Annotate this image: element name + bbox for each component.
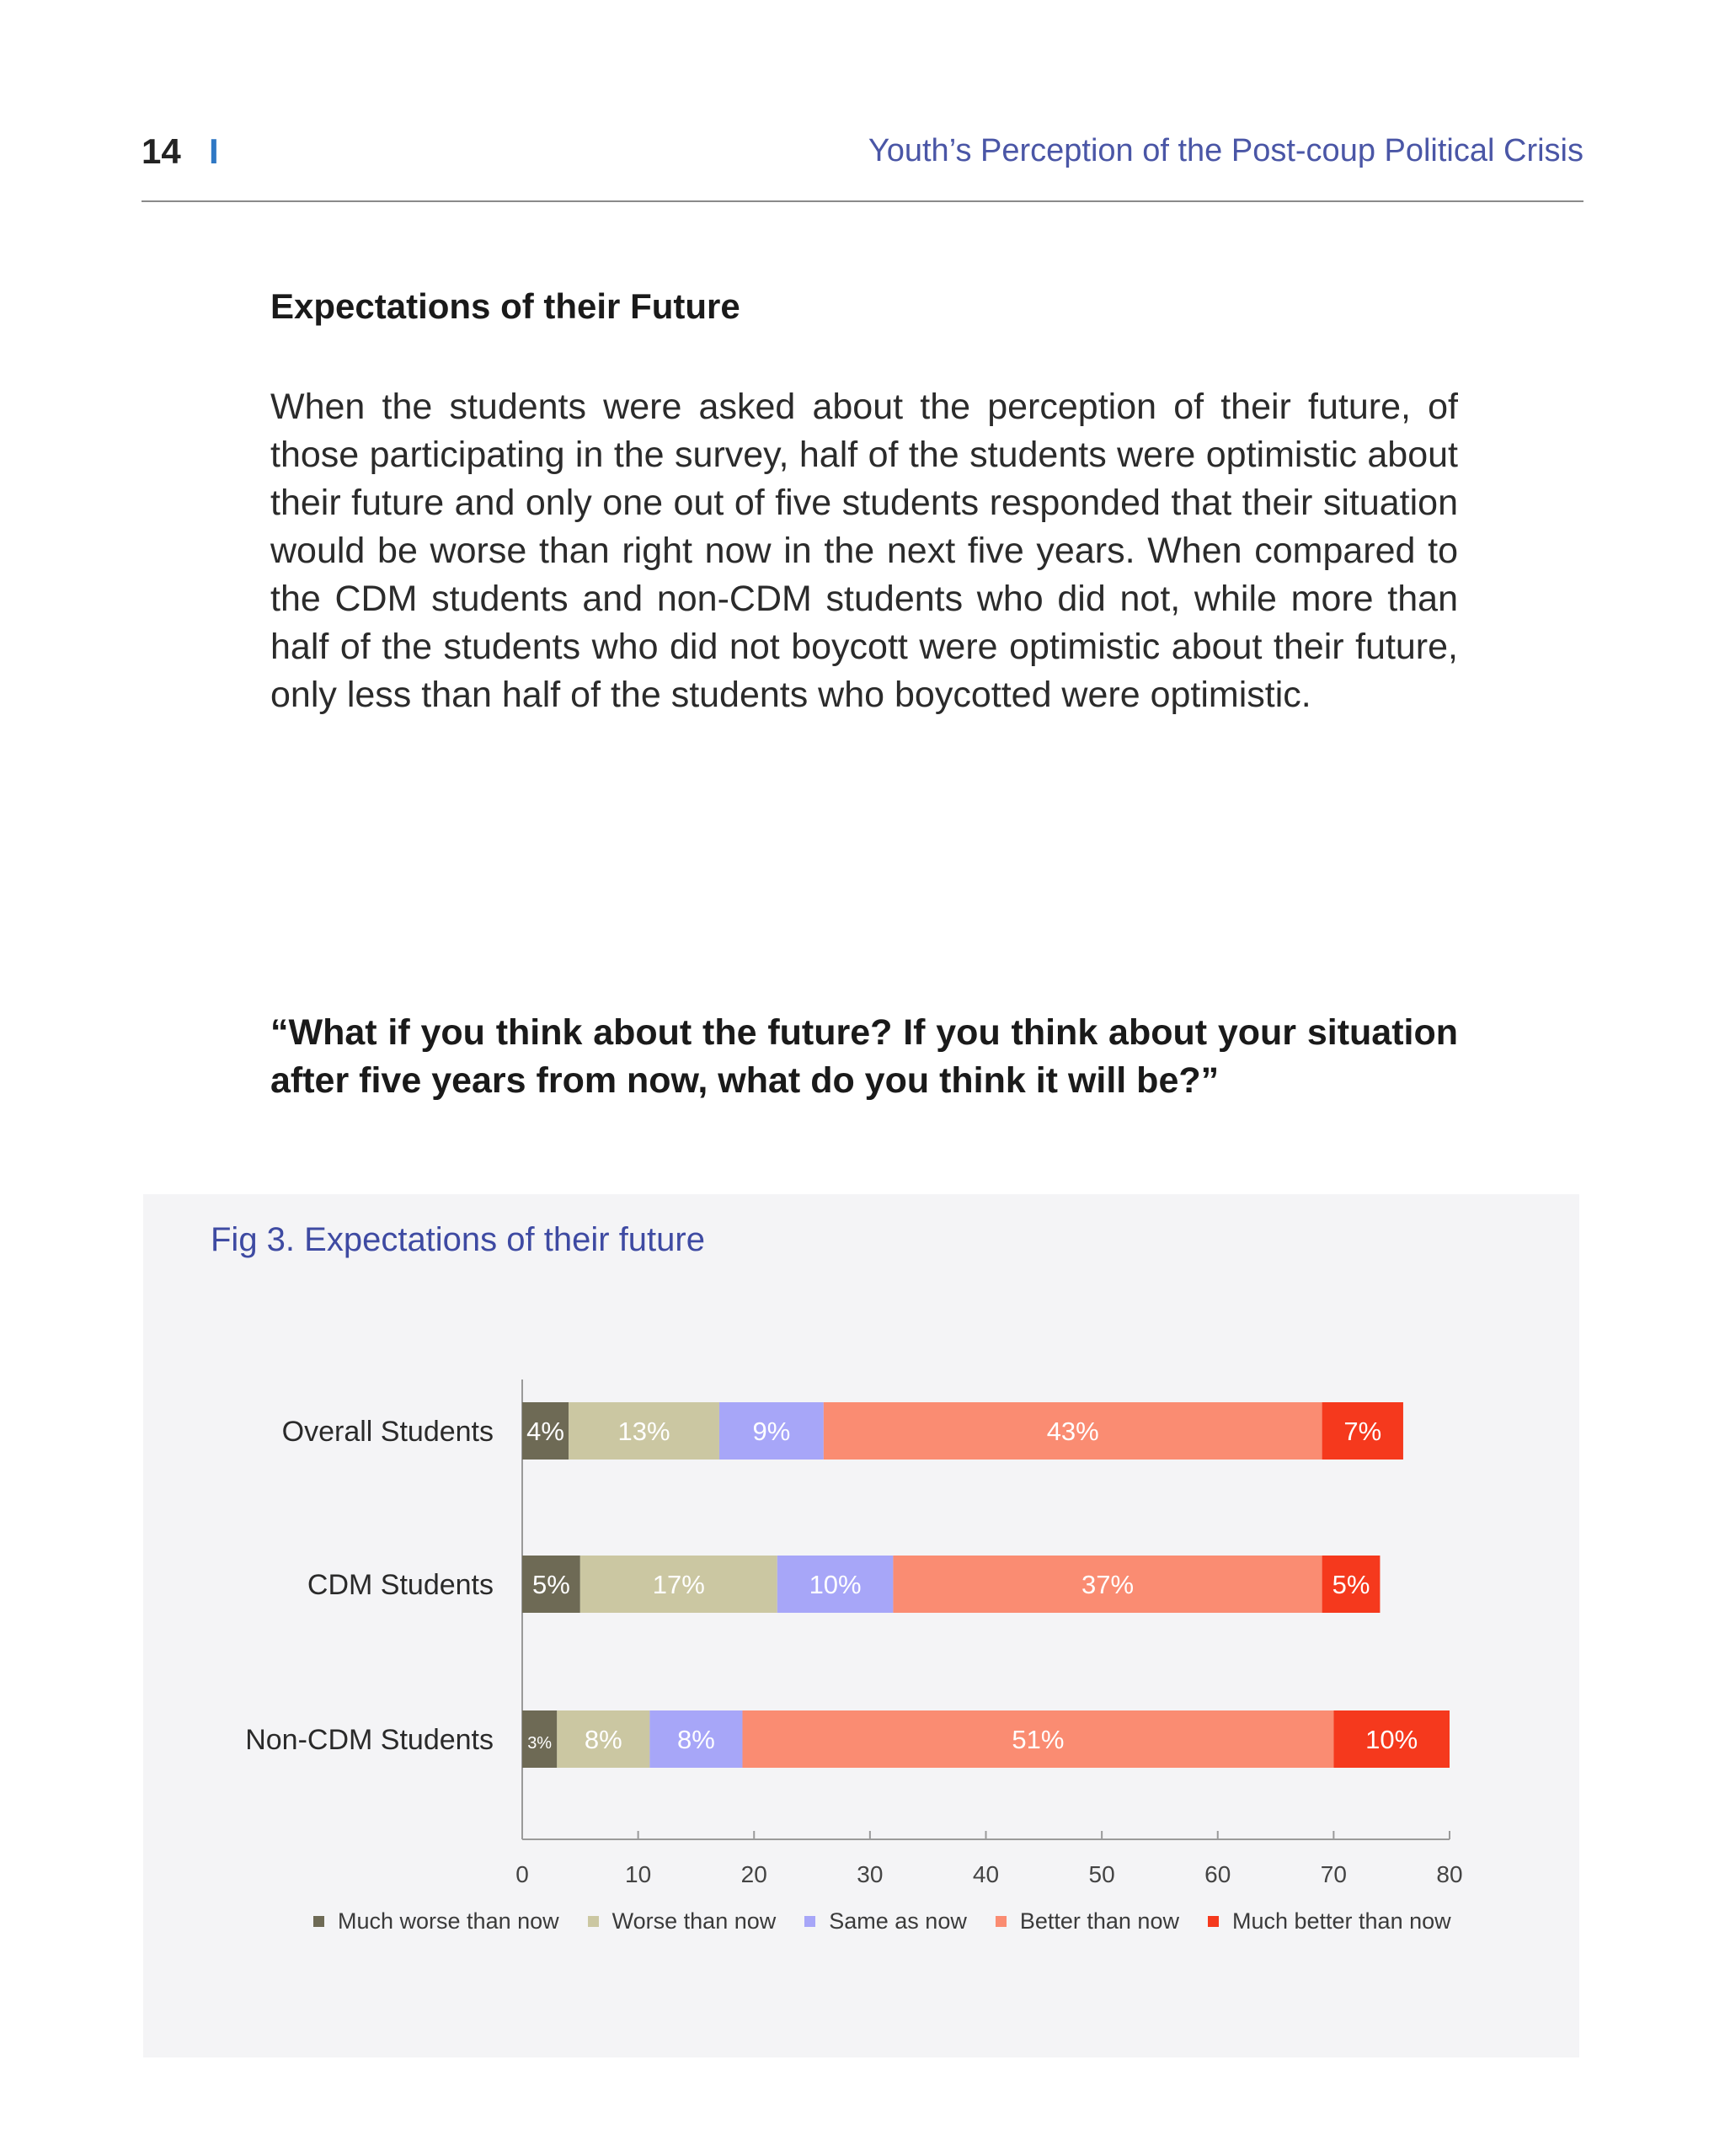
bar-data-label: 9% xyxy=(752,1417,791,1446)
figure-panel xyxy=(143,1194,1579,2057)
bar-data-label: 10% xyxy=(809,1570,862,1599)
bar-data-label: 8% xyxy=(677,1725,715,1754)
legend-swatch xyxy=(313,1916,324,1927)
legend-label: Worse than now xyxy=(611,1908,777,1934)
legend-label: Much worse than now xyxy=(338,1908,559,1934)
legend-item xyxy=(588,1908,777,1935)
category-label: CDM Students xyxy=(307,1569,494,1601)
legend-swatch xyxy=(1208,1916,1219,1927)
bar-data-label: 3% xyxy=(527,1734,553,1753)
bar-data-label: 7% xyxy=(1343,1417,1382,1446)
survey-question: “What if you think about the future? If you think about your situation after five years from now, what do you think it will be?” xyxy=(270,1012,1458,1101)
bar-data-label: 17% xyxy=(652,1570,705,1599)
legend-item xyxy=(313,1908,559,1935)
x-tick-label: 10 xyxy=(625,1861,652,1887)
category-label: Non-CDM Students xyxy=(245,1724,494,1756)
category-label: Overall Students xyxy=(281,1416,494,1448)
bar-data-label: 10% xyxy=(1365,1725,1418,1754)
bar-data-label: 13% xyxy=(617,1417,670,1446)
legend-label: Better than now xyxy=(1019,1908,1179,1934)
legend-swatch xyxy=(588,1916,599,1927)
body-paragraph: When the students were asked about the perception of their future, of those participating in the survey, half of the students were optimistic about their future and only one out of five students responded that their situation would be worse than right now in the next five years. When compared to the CDM students and non-CDM students who did not, while more than half of the students who did not boycott were optimistic about their future, only less than half of the students who boycotted were optimistic. xyxy=(270,387,1458,715)
header-separator: I xyxy=(209,131,219,171)
x-tick-label: 0 xyxy=(515,1861,529,1887)
x-tick-label: 80 xyxy=(1436,1861,1463,1887)
bar-data-label: 5% xyxy=(532,1570,570,1599)
bar-data-label: 5% xyxy=(1332,1570,1370,1599)
x-tick-label: 70 xyxy=(1320,1861,1347,1887)
figure-caption: Fig 3. Expectations of their future xyxy=(211,1221,705,1258)
x-tick-label: 20 xyxy=(740,1861,767,1887)
page-header xyxy=(142,126,1583,202)
legend-item xyxy=(996,1908,1179,1935)
x-tick-label: 40 xyxy=(972,1861,1000,1887)
bar-data-label: 37% xyxy=(1081,1570,1135,1599)
legend-label: Much better than now xyxy=(1231,1908,1451,1934)
legend-swatch xyxy=(804,1916,815,1927)
bar-data-label: 4% xyxy=(526,1417,564,1446)
x-tick-label: 30 xyxy=(857,1861,884,1887)
legend-item xyxy=(804,1908,967,1935)
chart-legend xyxy=(313,1908,1451,1935)
bar-data-label: 51% xyxy=(1012,1725,1065,1754)
bar-data-label: 8% xyxy=(584,1725,622,1754)
legend-swatch xyxy=(996,1916,1007,1927)
legend-label: Same as now xyxy=(829,1908,967,1934)
running-title: Youth’s Perception of the Post-coup Political Crisis xyxy=(868,133,1583,168)
x-tick-label: 50 xyxy=(1088,1861,1115,1887)
page-number: 14 xyxy=(142,131,181,171)
section-heading: Expectations of their Future xyxy=(270,286,740,326)
bar-data-label: 43% xyxy=(1046,1417,1099,1446)
legend-item xyxy=(1208,1908,1451,1935)
x-tick-label: 60 xyxy=(1204,1861,1231,1887)
